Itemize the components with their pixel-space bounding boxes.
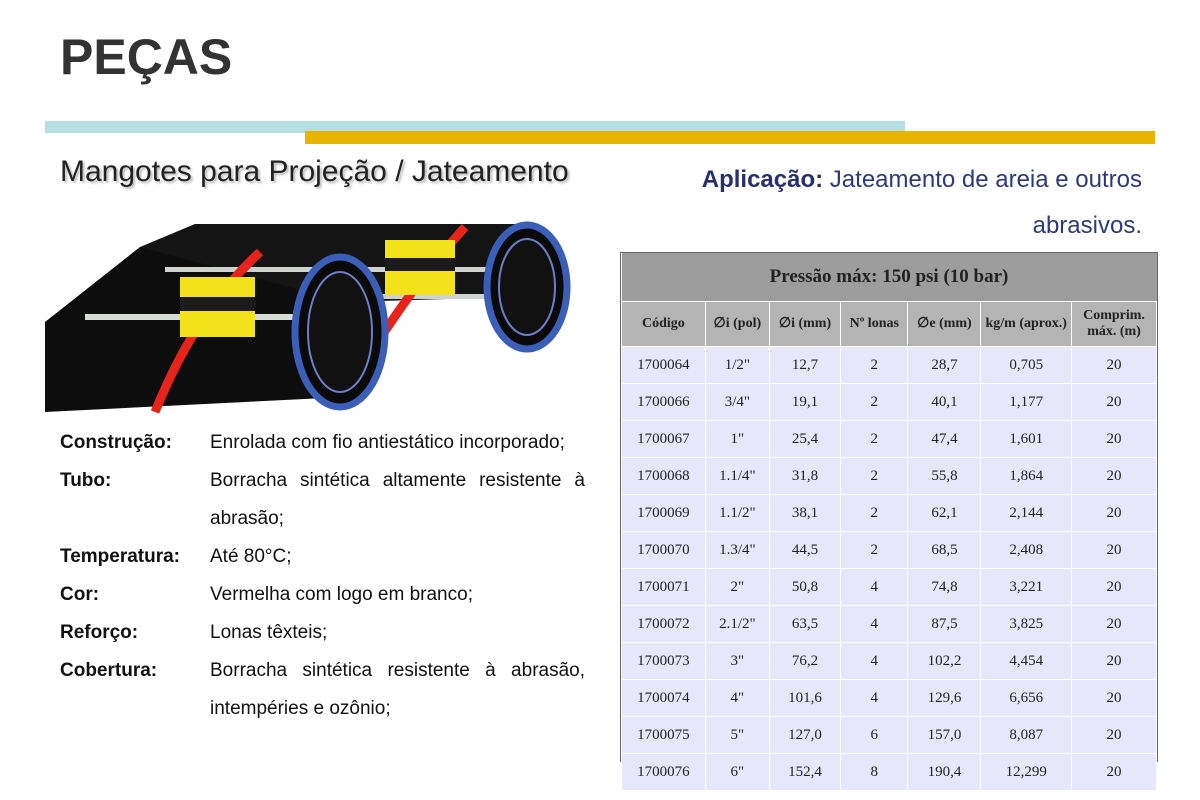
table-cell: 2 (841, 495, 908, 532)
table-cell: 1700070 (622, 532, 706, 569)
table-cell: 2 (841, 532, 908, 569)
table-cell: 20 (1072, 347, 1157, 384)
table-row (622, 680, 1157, 717)
spec-table (621, 253, 1157, 791)
table-cell: 127,0 (769, 717, 840, 754)
table-cell: 31,8 (769, 458, 840, 495)
table-cell: 8 (841, 754, 908, 791)
table-cell: 1,601 (981, 421, 1072, 458)
table-cell: 4 (841, 569, 908, 606)
table-cell: 20 (1072, 717, 1157, 754)
table-cell: 2.1/2" (705, 606, 769, 643)
table-cell: 3,825 (981, 606, 1072, 643)
table-cell: 20 (1072, 384, 1157, 421)
table-cell: 4 (841, 606, 908, 643)
application-text: Jateamento de areia e outros abrasivos. (829, 166, 1142, 239)
table-cell: 1700066 (622, 384, 706, 421)
spec-value: Enrolada com fio antiestático incorporado; (210, 432, 565, 453)
table-cell: 50,8 (769, 569, 840, 606)
table-row (622, 606, 1157, 643)
table-cell: 102,2 (908, 643, 981, 680)
table-cell: 1700074 (622, 680, 706, 717)
table-cell: 20 (1072, 606, 1157, 643)
table-cell: 1,177 (981, 384, 1072, 421)
spec-label: Cor: (60, 584, 100, 605)
col-header: ∅i (mm) (769, 302, 840, 347)
spec-row-reforco (60, 614, 585, 652)
table-cell: 20 (1072, 754, 1157, 791)
section-subtitle: Mangotes para Projeção / Jateamento (60, 155, 569, 188)
table-cell: 5" (705, 717, 769, 754)
table-row (622, 569, 1157, 606)
table-cell: 1700073 (622, 643, 706, 680)
table-cell: 2,408 (981, 532, 1072, 569)
table-cell: 3" (705, 643, 769, 680)
table-cell: 20 (1072, 680, 1157, 717)
table-cell: 157,0 (908, 717, 981, 754)
table-cell: 55,8 (908, 458, 981, 495)
table-cell: 2,144 (981, 495, 1072, 532)
table-cell: 40,1 (908, 384, 981, 421)
table-cell: 74,8 (908, 569, 981, 606)
table-row (622, 458, 1157, 495)
table-cell: 1700072 (622, 606, 706, 643)
table-header-row (622, 302, 1157, 347)
table-cell: 1.3/4" (705, 532, 769, 569)
spec-label: Reforço: (60, 622, 139, 643)
spec-row-temperatura (60, 538, 585, 576)
spec-table-container (620, 252, 1158, 780)
table-cell: 8,087 (981, 717, 1072, 754)
table-body (622, 347, 1157, 791)
table-cell: 20 (1072, 643, 1157, 680)
table-cell: 20 (1072, 458, 1157, 495)
table-cell: 4,454 (981, 643, 1072, 680)
table-cell: 62,1 (908, 495, 981, 532)
table-row (622, 754, 1157, 791)
table-cell: 1700064 (622, 347, 706, 384)
table-cell: 1700075 (622, 717, 706, 754)
table-cell: 1,864 (981, 458, 1072, 495)
spec-row-cobertura (60, 652, 585, 728)
table-cell: 47,4 (908, 421, 981, 458)
application-label: Aplicação: (701, 166, 824, 193)
spec-value: Até 80°C; (210, 546, 292, 567)
table-cell: 2 (841, 384, 908, 421)
table-cell: 87,5 (908, 606, 981, 643)
table-cell: 6,656 (981, 680, 1072, 717)
table-cell: 2" (705, 569, 769, 606)
table-cell: 25,4 (769, 421, 840, 458)
table-cell: 1700067 (622, 421, 706, 458)
table-cell: 0,705 (981, 347, 1072, 384)
table-row (622, 717, 1157, 754)
table-cell: 1" (705, 421, 769, 458)
table-cell: 4 (841, 643, 908, 680)
table-cell: 44,5 (769, 532, 840, 569)
application-note (682, 157, 1142, 249)
table-cell: 6 (841, 717, 908, 754)
table-cell: 4 (841, 680, 908, 717)
spec-row-construcao (60, 424, 585, 462)
spec-row-cor (60, 576, 585, 614)
col-header: Comprim. máx. (m) (1072, 302, 1157, 347)
table-cell: 38,1 (769, 495, 840, 532)
table-cell: 3/4" (705, 384, 769, 421)
accent-bar-yellow (305, 131, 1155, 144)
table-cell: 3,221 (981, 569, 1072, 606)
table-cell: 1700071 (622, 569, 706, 606)
table-cell: 1700068 (622, 458, 706, 495)
table-cell: 1.1/4" (705, 458, 769, 495)
spec-value: Borracha sintética altamente resistente à abrasão; (210, 470, 585, 529)
table-row (622, 532, 1157, 569)
spec-label: Cobertura: (60, 660, 158, 681)
table-cell: 1700069 (622, 495, 706, 532)
table-cell: 76,2 (769, 643, 840, 680)
col-header: Código (622, 302, 706, 347)
table-cell: 20 (1072, 495, 1157, 532)
spec-list (60, 424, 585, 728)
spec-label: Construção: (60, 432, 172, 453)
table-cell: 20 (1072, 532, 1157, 569)
spec-value: Lonas têxteis; (210, 622, 328, 643)
table-cell: 12,7 (769, 347, 840, 384)
spec-value: Borracha sintética resistente à abrasão, intempéries e ozônio; (210, 660, 585, 719)
table-cell: 1/2" (705, 347, 769, 384)
table-row (622, 384, 1157, 421)
col-header: kg/m (aprox.) (981, 302, 1072, 347)
table-row (622, 347, 1157, 384)
table-cell: 2 (841, 458, 908, 495)
hose-product-image (45, 222, 575, 412)
spec-value: Vermelha com logo em branco; (210, 584, 473, 605)
spec-label: Temperatura: (60, 546, 181, 567)
col-header: Nº lonas (841, 302, 908, 347)
page-title: PEÇAS (60, 29, 233, 85)
table-title: Pressão máx: 150 psi (10 bar) (622, 253, 1157, 302)
col-header: ∅e (mm) (908, 302, 981, 347)
table-cell: 1.1/2" (705, 495, 769, 532)
col-header: ∅i (pol) (705, 302, 769, 347)
spec-row-tubo (60, 462, 585, 538)
spec-label: Tubo: (60, 470, 112, 491)
table-cell: 6" (705, 754, 769, 791)
table-cell: 20 (1072, 569, 1157, 606)
table-cell: 101,6 (769, 680, 840, 717)
table-cell: 2 (841, 421, 908, 458)
table-cell: 63,5 (769, 606, 840, 643)
table-row (622, 421, 1157, 458)
table-cell: 190,4 (908, 754, 981, 791)
table-cell: 12,299 (981, 754, 1072, 791)
table-cell: 129,6 (908, 680, 981, 717)
table-cell: 2 (841, 347, 908, 384)
table-cell: 1700076 (622, 754, 706, 791)
table-cell: 68,5 (908, 532, 981, 569)
table-row (622, 495, 1157, 532)
table-cell: 4" (705, 680, 769, 717)
table-cell: 28,7 (908, 347, 981, 384)
table-cell: 19,1 (769, 384, 840, 421)
table-cell: 20 (1072, 421, 1157, 458)
table-cell: 152,4 (769, 754, 840, 791)
table-row (622, 643, 1157, 680)
